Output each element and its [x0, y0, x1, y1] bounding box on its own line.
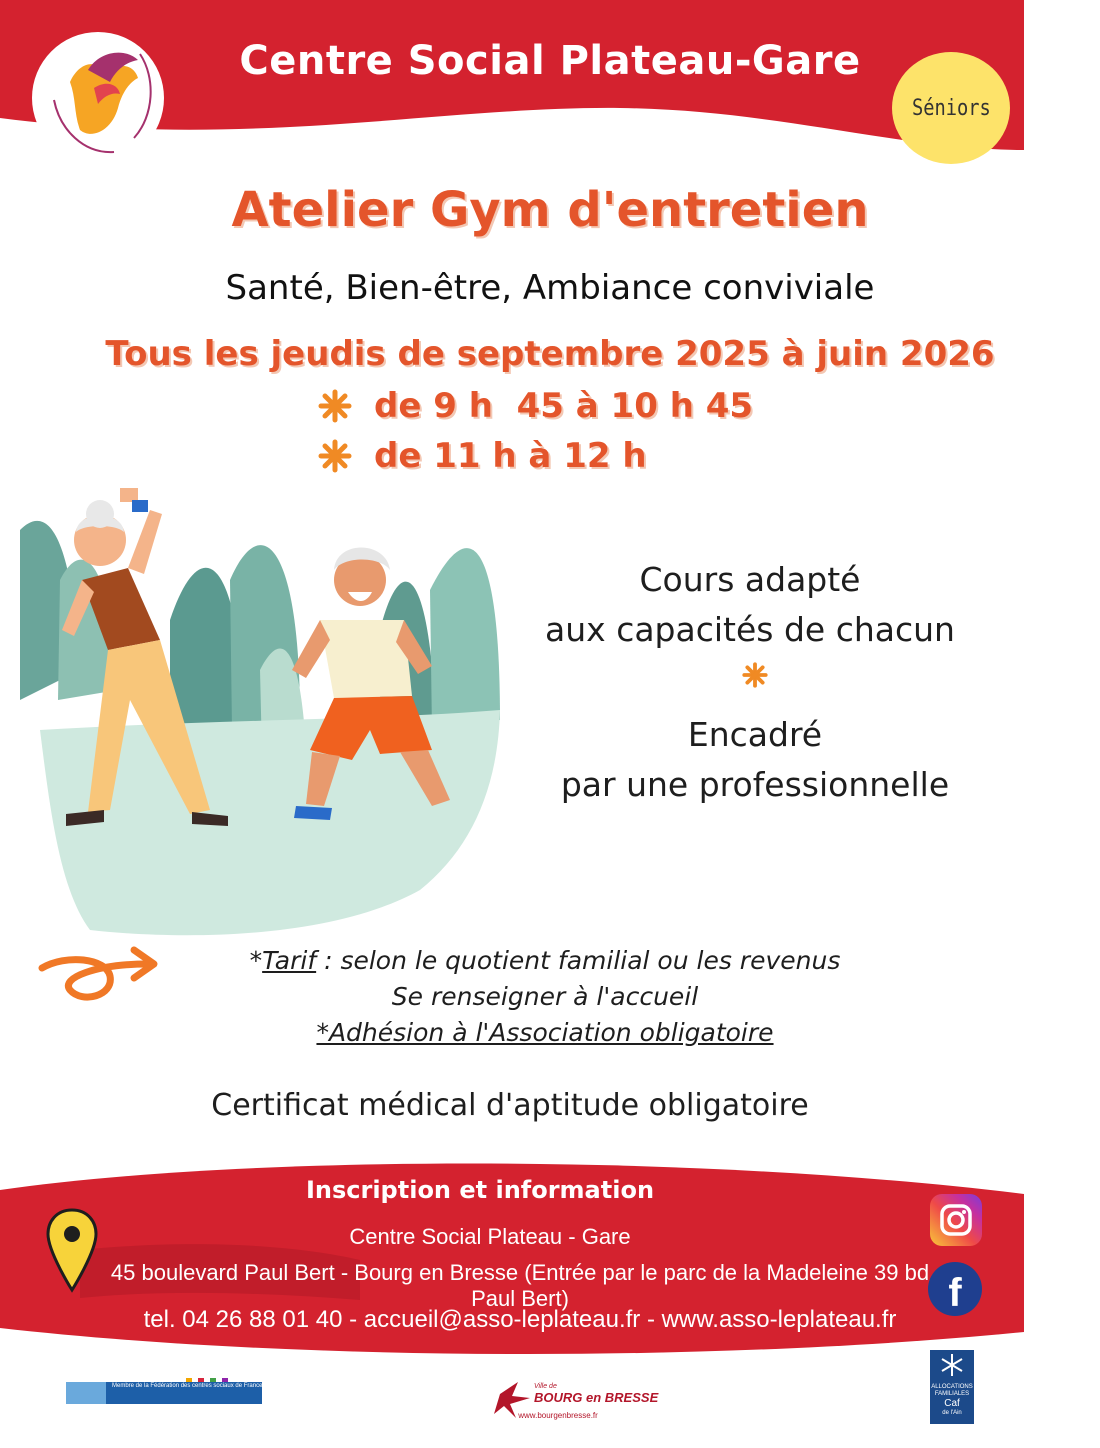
logo-icon [30, 30, 166, 166]
caf-text [930, 1384, 974, 1417]
facebook-icon[interactable] [928, 1262, 982, 1316]
snowflake-icon [930, 1350, 974, 1380]
feature-adapted-course [500, 555, 1000, 655]
certificate-note: Certificat médical d'aptitude obligatoire [211, 1088, 809, 1123]
bourg-ville: Ville de [534, 1383, 557, 1390]
instagram-glyph [930, 1194, 982, 1246]
accueil-note: Se renseigner à l'accueil [391, 982, 699, 1011]
caf-logo [930, 1350, 974, 1424]
star-icon [318, 389, 352, 423]
session-row-1 [318, 386, 838, 426]
footer-heading: Inscription et information [305, 1176, 655, 1204]
adhesion-note [95, 1018, 995, 1047]
session-time-2: de 11 h à 12 h [374, 436, 647, 476]
tarif-prefix: * [249, 946, 263, 975]
adhesion-text: *Adhésion à l'Association obligatoire [316, 1018, 774, 1047]
pin-icon [44, 1206, 100, 1296]
workshop-tagline: Santé, Bien-être, Ambiance conviviale [225, 268, 875, 308]
footer-address: 45 boulevard Paul Bert - Bourg en Bresse (Entrée par le parc de la Madeleine 39 bd Paul Bert) [110, 1260, 930, 1311]
caf-line-1: ALLOCATIONS FAMILIALES [931, 1384, 973, 1397]
workshop-title: Atelier Gym d'entretien [231, 182, 869, 238]
feature-line-2: aux capacités de chacun [545, 610, 955, 649]
federation-text: Membre de la Fédération des centres sociaux de France [112, 1383, 263, 1389]
schedule-period: Tous les jeudis de septembre 2025 à juin 2026 [105, 334, 995, 374]
star-icon [318, 439, 352, 473]
star-icon [742, 662, 768, 688]
instagram-icon[interactable] [930, 1194, 982, 1246]
facebook-glyph: f [948, 1271, 962, 1315]
organization-title: Centre Social Plateau-Gare [239, 38, 861, 84]
feature-professional [500, 710, 1010, 810]
tarif-text: : selon le quotient familial ou les revenus [316, 946, 841, 975]
tarif-note [95, 946, 995, 975]
seniors-badge [892, 52, 1010, 164]
feature-line-1: Cours adapté [639, 560, 861, 599]
caf-line-3: de l'Ain [942, 1410, 962, 1416]
footer-centre-name: Centre Social Plateau - Gare [349, 1224, 631, 1249]
footer-contact[interactable]: tel. 04 26 88 01 40 - accueil@asso-leplateau.fr - www.asso-leplateau.fr [143, 1306, 897, 1333]
caf-line-2: Caf [944, 1398, 960, 1409]
bourg-name: BOURG en BRESSE [534, 1390, 659, 1405]
feature-line-3: Encadré [687, 715, 823, 754]
session-time-1: de 9 h 45 à 10 h 45 [374, 386, 754, 426]
bourg-url[interactable]: www.bourgenbresse.fr [518, 1411, 598, 1420]
feature-line-4: par une professionnelle [560, 765, 950, 804]
seniors-badge-label: Séniors [911, 95, 991, 121]
tarif-label: Tarif [262, 946, 317, 975]
seniors-exercising-illustration [0, 470, 520, 940]
federation-logo [66, 1376, 266, 1406]
